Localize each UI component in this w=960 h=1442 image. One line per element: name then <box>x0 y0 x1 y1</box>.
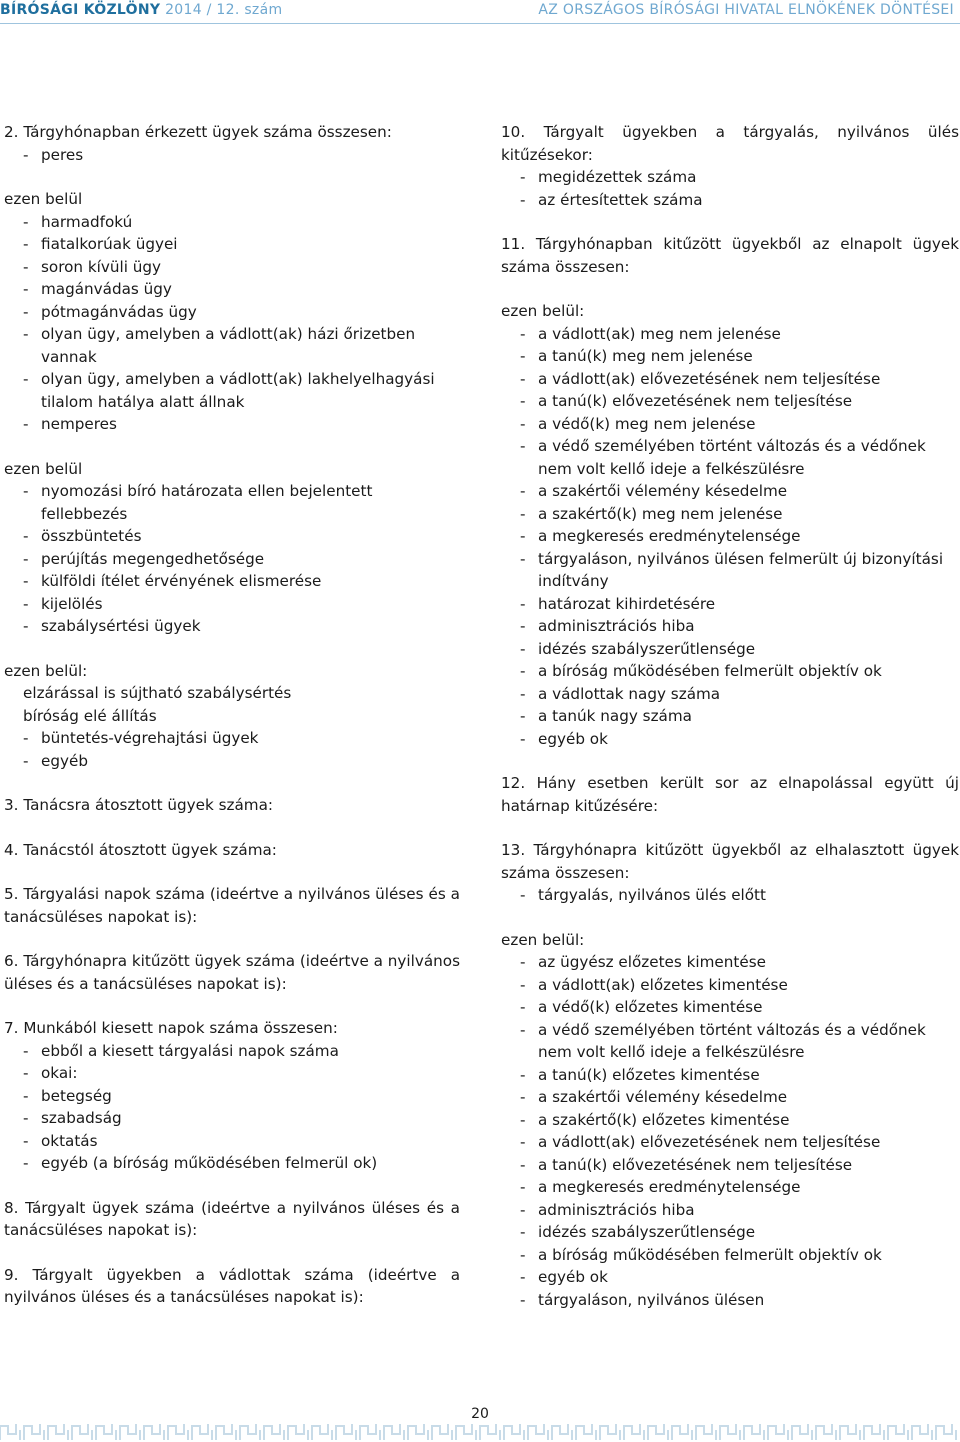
szabalysertes-subitems-list <box>4 727 460 772</box>
list-item: - olyan ügy, amelyben a vádlott(ak) lakhelyelhagyási tilalom hatálya alatt állnak <box>23 370 435 411</box>
list-item: - adminisztrációs hiba <box>520 617 695 635</box>
list-item: - összbüntetés <box>23 527 142 545</box>
list-item: - a vádlott(ak) elővezetésének nem teljesítése <box>520 1133 881 1151</box>
subheading: ezen belül: <box>4 661 88 680</box>
section-7-title: 7. Munkából kiesett napok száma összesen: <box>4 1019 338 1037</box>
list-item: - a tanú(k) előzetes kimentése <box>520 1065 760 1084</box>
section-4-title: 4. Tanácstól átosztott ügyek száma: <box>4 840 277 859</box>
list-item: - külföldi ítélet érvényének elismerése <box>23 572 322 590</box>
list-item: - idézés szabályszerűtlensége <box>520 1223 756 1241</box>
section-5-title: 5. Tárgyalási napok száma (ideértve a nyilvános üléses és a tanácsüléses napokat is): <box>4 885 460 926</box>
list-item: - ebből a kiesett tárgyalási napok száma <box>23 1041 339 1060</box>
page-header <box>0 0 960 24</box>
list-item: - a szakértői vélemény késedelme <box>520 1088 788 1106</box>
journal-issue: 2014 / 12. szám <box>165 2 283 18</box>
subheading: ezen belül <box>4 459 83 478</box>
section-10-list <box>501 166 959 211</box>
list-item: - adminisztrációs hiba <box>520 1200 695 1219</box>
list-item: - perújítás megengedhetősége <box>23 549 265 568</box>
section-11-title: 11. Tárgyhónapban kitűzött ügyekből az elnapolt ügyek száma összesen: <box>501 235 959 276</box>
list-item: - olyan ügy, amelyben a vádlott(ak) házi őrizetben vannak <box>23 325 416 366</box>
list-item: - a szakértő(k) meg nem jelenése <box>520 504 783 523</box>
list-item: bíróság elé állítás <box>23 706 157 725</box>
section-2-title: 2. Tárgyhónapban érkezett ügyek száma összesen: <box>4 123 392 141</box>
list-item: - büntetés-végrehajtási ügyek <box>23 729 259 747</box>
section-13-title: 13. Tárgyhónapra kitűzött ügyekből az elhalasztott ügyek száma összesen: <box>501 841 959 882</box>
list-item: - a tanú(k) elővezetésének nem teljesítése <box>520 392 853 410</box>
list-item: - határozat kihirdetésére <box>520 594 716 613</box>
list-item: - a tanú(k) elővezetésének nem teljesítése <box>520 1155 853 1174</box>
list-item: - a megkeresés eredménytelensége <box>520 527 801 545</box>
list-item: - egyéb ok <box>520 1268 608 1286</box>
list-item: elzárással is sújtható szabálysértés <box>23 684 292 702</box>
list-item: - pótmagánvádas ügy <box>23 302 197 321</box>
list-item: - a vádlottak nagy száma <box>520 684 721 703</box>
right-column <box>501 121 959 1311</box>
list-item: - a bíróság működésében felmerült objektív ok <box>520 662 882 680</box>
list-item: - nemperes <box>23 415 117 433</box>
section-13-list <box>501 951 959 1311</box>
section-7-list <box>4 1040 460 1175</box>
section-11-list <box>501 323 959 751</box>
list-item: - fiatalkorúak ügyei <box>23 235 178 253</box>
subheading: ezen belül <box>4 190 83 208</box>
list-item: - a védő személyében történt változás és a védőnek nem volt kellő ideje a felkészülésre <box>520 1020 926 1061</box>
list-item: - a védő személyében történt változás és a védőnek nem volt kellő ideje a felkészülésre <box>520 437 926 478</box>
list-item: - kijelölés <box>23 594 103 613</box>
list-item: - a tanúk nagy száma <box>520 707 692 725</box>
section-6-title: 6. Tárgyhónapra kitűzött ügyek száma (ideértve a nyilvános üléses és a tanácsüléses napokat is): <box>4 952 460 993</box>
subheading: ezen belül: <box>501 302 585 320</box>
section-9-title: 9. Tárgyalt ügyekben a vádlottak száma (ideértve a nyilvános üléses és a tanácsüléses napokat is): <box>4 1265 460 1306</box>
list-item: - tárgyaláson, nyilvános ülésen <box>520 1290 765 1309</box>
header-divider <box>0 23 960 24</box>
list-item: - egyéb <box>23 751 88 770</box>
list-item: - a szakértői vélemény késedelme <box>520 482 788 500</box>
footer-ornament <box>0 1422 960 1442</box>
page-number: 20 <box>471 1406 489 1422</box>
list-item: - a vádlott(ak) előzetes kimentése <box>520 975 788 994</box>
section-10-title: 10. Tárgyalt ügyekben a tárgyalás, nyilvános ülés kitűzésekor: <box>501 123 959 164</box>
list-item: - tárgyaláson, nyilvános ülésen felmerült új bizonyítási indítvány <box>520 549 944 590</box>
list-item: - peres <box>23 145 84 164</box>
list-item: - megidézettek száma <box>520 168 697 186</box>
list-item: - magánvádas ügy <box>23 280 172 298</box>
list-item: - nyomozási bíró határozata ellen bejelentett fellebbezés <box>23 482 373 523</box>
list-item: - a védő(k) meg nem jelenése <box>520 414 756 433</box>
list-item: - a vádlott(ak) elővezetésének nem teljesítése <box>520 369 881 388</box>
list-item: - az értesítettek száma <box>520 190 703 209</box>
journal-title: BÍRÓSÁGI KÖZLÖNY <box>0 2 161 18</box>
section-8-title: 8. Tárgyalt ügyek száma (ideértve a nyilvános üléses és a tanácsüléses napokat is): <box>4 1198 460 1239</box>
journal-header <box>0 2 282 18</box>
list-item: - a bíróság működésében felmerült objektív ok <box>520 1245 882 1264</box>
list-item: - okai: <box>23 1064 78 1082</box>
list-item: - oktatás <box>23 1131 98 1150</box>
section-title: AZ ORSZÁGOS BÍRÓSÁGI HIVATAL ELNÖKÉNEK DÖNTÉSEI <box>538 2 954 18</box>
peres-subitems-list <box>4 211 460 436</box>
list-item: - a megkeresés eredménytelensége <box>520 1178 801 1196</box>
list-item: - tárgyalás, nyilvános ülés előtt <box>520 886 766 904</box>
list-item: - idézés szabályszerűtlensége <box>520 639 756 658</box>
list-item: - a tanú(k) meg nem jelenése <box>520 347 753 365</box>
list-item: - soron kívüli ügy <box>23 257 162 276</box>
list-item: - a vádlott(ak) meg nem jelenése <box>520 324 781 343</box>
subheading: ezen belül: <box>501 930 585 949</box>
list-item: - a védő(k) előzetes kimentése <box>520 998 763 1016</box>
list-item: - egyéb (a bíróság működésében felmerül ok) <box>23 1154 378 1172</box>
list-item: - egyéb ok <box>520 729 608 748</box>
section-12-title: 12. Hány esetben került sor az elnapolással együtt új határnap kitűzésére: <box>501 774 959 815</box>
list-item: - a szakértő(k) előzetes kimentése <box>520 1110 790 1129</box>
list-item: - harmadfokú <box>23 212 133 231</box>
list-item: - szabadság <box>23 1109 122 1127</box>
nemperes-subitems-list <box>4 480 460 638</box>
list-item: - az ügyész előzetes kimentése <box>520 953 766 971</box>
list-item: - szabálysértési ügyek <box>23 617 201 635</box>
list-item: - betegség <box>23 1086 112 1105</box>
left-column <box>4 121 460 1309</box>
section-3-title: 3. Tanácsra átosztott ügyek száma: <box>4 796 274 814</box>
